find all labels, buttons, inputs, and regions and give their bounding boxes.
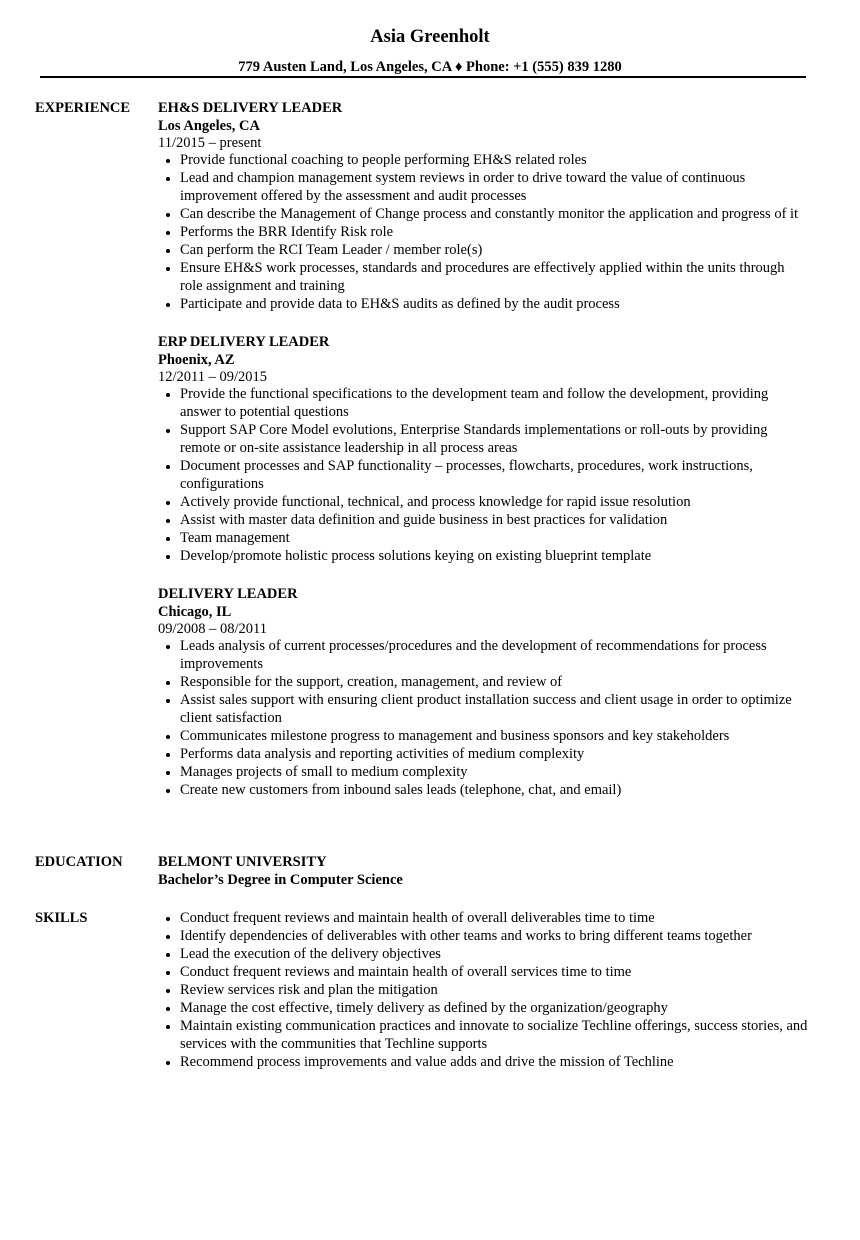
bullet-text: Manages projects of small to medium complexity xyxy=(180,764,468,780)
bullet-icon xyxy=(166,177,170,181)
skill-text: Manage the cost effective, timely delivery as defined by the organization/geography xyxy=(180,1000,668,1016)
bullet-text: Can describe the Management of Change process and constantly monitor the application and progress of it xyxy=(180,206,799,222)
candidate-name: Asia Greenholt xyxy=(370,27,490,47)
job-title: ERP DELIVERY LEADER xyxy=(158,334,330,350)
job-title: DELIVERY LEADER xyxy=(158,586,298,602)
bullet-item xyxy=(158,241,810,259)
bullet-icon xyxy=(166,1025,170,1029)
skill-item xyxy=(158,927,810,945)
job-location: Phoenix, AZ xyxy=(158,352,235,368)
bullet-text: Provide the functional specifications to the development team and follow the development, providing answer to potential questions xyxy=(180,386,769,420)
bullet-icon xyxy=(166,1007,170,1011)
bullet-icon xyxy=(166,935,170,939)
skill-item xyxy=(158,1053,810,1071)
job-entry xyxy=(158,585,808,799)
skill-text: Lead the execution of the delivery objectives xyxy=(180,946,441,962)
bullet-icon xyxy=(166,429,170,433)
bullet-item xyxy=(158,223,810,241)
bullet-text: Develop/promote holistic process solutions keying on existing blueprint template xyxy=(180,548,652,564)
bullet-icon xyxy=(166,249,170,253)
job-title: EH&S DELIVERY LEADER xyxy=(158,100,343,116)
bullet-icon xyxy=(166,681,170,685)
bullet-icon xyxy=(166,159,170,163)
bullet-icon xyxy=(166,465,170,469)
bullet-item xyxy=(158,421,810,457)
bullet-item xyxy=(158,493,810,511)
contact-line: 779 Austen Land, Los Angeles, CA ♦ Phone: +1 (555) 839 1280 xyxy=(238,59,622,75)
degree: Bachelor’s Degree in Computer Science xyxy=(158,872,403,888)
bullet-item xyxy=(158,727,810,745)
header-divider xyxy=(40,76,806,78)
bullet-text: Leads analysis of current processes/procedures and the development of recommendations for process improvements xyxy=(180,638,767,672)
bullet-item xyxy=(158,385,810,421)
job-location: Los Angeles, CA xyxy=(158,118,260,134)
bullet-text: Performs the BRR Identify Risk role xyxy=(180,224,394,240)
bullet-item xyxy=(158,547,810,565)
bullet-icon xyxy=(166,771,170,775)
bullet-item xyxy=(158,511,810,529)
job-dates: 11/2015 – present xyxy=(158,135,262,151)
job-bullets xyxy=(158,637,808,799)
bullet-text: Assist sales support with ensuring client product installation success and client usage in order to optimize client satisfaction xyxy=(180,692,792,726)
bullet-item xyxy=(158,295,810,313)
bullet-item xyxy=(158,205,810,223)
bullet-icon xyxy=(166,555,170,559)
bullet-text: Responsible for the support, creation, management, and review of xyxy=(180,674,563,690)
bullet-text: Create new customers from inbound sales leads (telephone, chat, and email) xyxy=(180,782,622,798)
bullet-icon xyxy=(166,917,170,921)
skill-text: Conduct frequent reviews and maintain health of overall deliverables time to time xyxy=(180,910,655,926)
experience-list xyxy=(158,99,808,819)
bullet-item xyxy=(158,169,810,205)
skill-item xyxy=(158,1017,810,1053)
bullet-icon xyxy=(166,953,170,957)
skill-text: Identify dependencies of deliverables with other teams and works to bring different teams together xyxy=(180,928,752,944)
skill-text: Review services risk and plan the mitigation xyxy=(180,982,438,998)
bullet-icon xyxy=(166,213,170,217)
section-label-education: EDUCATION xyxy=(35,854,123,870)
job-entry xyxy=(158,333,808,565)
skill-item xyxy=(158,981,810,999)
skill-text: Conduct frequent reviews and maintain health of overall services time to time xyxy=(180,964,632,980)
job-dates: 12/2011 – 09/2015 xyxy=(158,369,268,385)
job-bullets xyxy=(158,385,808,565)
school-name: BELMONT UNIVERSITY xyxy=(158,854,327,870)
job-dates: 09/2008 – 08/2011 xyxy=(158,621,268,637)
bullet-icon xyxy=(166,735,170,739)
bullet-text: Document processes and SAP functionality – processes, flowcharts, procedures, work instructions, configurations xyxy=(180,458,753,492)
bullet-icon xyxy=(166,971,170,975)
bullet-item xyxy=(158,781,810,799)
bullet-icon xyxy=(166,231,170,235)
bullet-item xyxy=(158,745,810,763)
bullet-icon xyxy=(166,537,170,541)
bullet-icon xyxy=(166,519,170,523)
bullet-item xyxy=(158,529,810,547)
skill-item xyxy=(158,945,810,963)
skill-item xyxy=(158,963,810,981)
bullet-item xyxy=(158,673,810,691)
job-entry xyxy=(158,99,808,313)
bullet-icon xyxy=(166,303,170,307)
bullet-item xyxy=(158,259,810,295)
section-label-skills: SKILLS xyxy=(35,910,88,926)
bullet-text: Support SAP Core Model evolutions, Enterprise Standards implementations or roll-outs by providing remote or on-site assistance leadership in all process areas xyxy=(180,422,768,456)
job-location: Chicago, IL xyxy=(158,604,232,620)
skill-item xyxy=(158,909,810,927)
bullet-icon xyxy=(166,645,170,649)
section-label-experience: EXPERIENCE xyxy=(35,100,131,116)
bullet-text: Communicates milestone progress to management and business sponsors and key stakeholders xyxy=(180,728,730,744)
bullet-item xyxy=(158,763,810,781)
bullet-text: Participate and provide data to EH&S audits as defined by the audit process xyxy=(180,296,620,312)
bullet-icon xyxy=(166,753,170,757)
skills-list xyxy=(158,909,808,1071)
bullet-icon xyxy=(166,393,170,397)
bullet-icon xyxy=(166,267,170,271)
bullet-icon xyxy=(166,1061,170,1065)
bullet-item xyxy=(158,691,810,727)
bullet-icon xyxy=(166,501,170,505)
bullet-text: Ensure EH&S work processes, standards and procedures are effectively applied within the units through role assignment and training xyxy=(180,260,785,294)
bullet-icon xyxy=(166,699,170,703)
skill-item xyxy=(158,999,810,1017)
bullet-text: Can perform the RCI Team Leader / member role(s) xyxy=(180,242,483,258)
bullet-text: Performs data analysis and reporting activities of medium complexity xyxy=(180,746,585,762)
bullet-item xyxy=(158,637,810,673)
bullet-item xyxy=(158,151,810,169)
job-bullets xyxy=(158,151,808,313)
bullet-item xyxy=(158,457,810,493)
bullet-text: Provide functional coaching to people performing EH&S related roles xyxy=(180,152,587,168)
skill-text: Maintain existing communication practices and innovate to socialize Techline offerings, success stories, and services with the communities that Techline supports xyxy=(180,1018,808,1052)
bullet-text: Assist with master data definition and guide business in best practices for validation xyxy=(180,512,668,528)
bullet-text: Team management xyxy=(180,530,290,546)
bullet-text: Actively provide functional, technical, and process knowledge for rapid issue resolution xyxy=(180,494,691,510)
skill-text: Recommend process improvements and value adds and drive the mission of Techline xyxy=(180,1054,674,1070)
bullet-icon xyxy=(166,789,170,793)
bullet-icon xyxy=(166,989,170,993)
bullet-text: Lead and champion management system reviews in order to drive toward the value of continuous improvement offered by the assessment and audit processes xyxy=(180,170,746,204)
